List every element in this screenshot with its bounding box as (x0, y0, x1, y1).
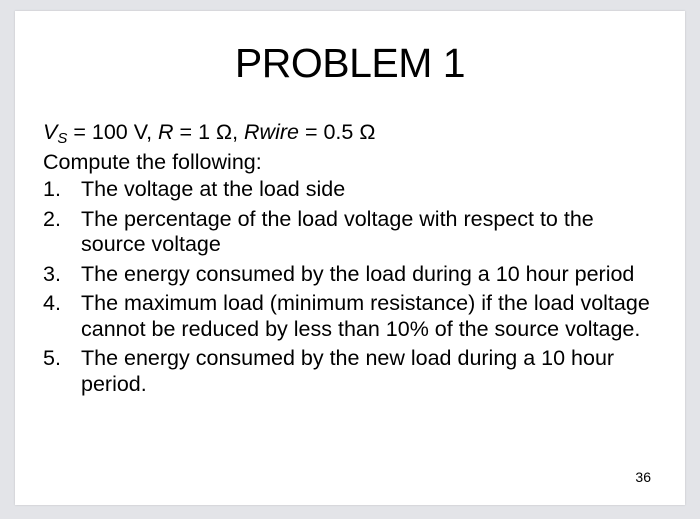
given-values (43, 117, 375, 147)
r-value: = 1 Ω, (173, 120, 245, 144)
page-number: 36 (635, 469, 651, 485)
item-number: 4. (43, 291, 61, 315)
rwire-variable: Rwire (244, 120, 299, 144)
r-variable: R (158, 120, 174, 144)
question-list (43, 177, 663, 401)
intro-text: Compute the following: (43, 150, 262, 174)
item-number: 3. (43, 261, 61, 286)
item-number: 2. (43, 206, 61, 231)
slide (15, 11, 685, 505)
vs-variable: V (43, 120, 58, 144)
item-text: The energy consumed by the new load during a 10 hour period. (81, 346, 615, 396)
list-item (43, 291, 663, 342)
item-text: The percentage of the load voltage with respect to the source voltage (81, 206, 594, 256)
list-item (43, 207, 663, 258)
item-number: 5. (43, 346, 61, 370)
item-text: The voltage at the load side (81, 177, 346, 201)
rwire-value: = 0.5 Ω (298, 120, 376, 144)
item-text: The energy consumed by the load during a 10 hour period (81, 261, 635, 286)
slide-title: PROBLEM 1 (234, 40, 466, 86)
item-number: 1. (43, 177, 61, 201)
item-text: The maximum load (minimum resistance) if the load voltage cannot be reduced by less than 10% of the source voltage. (81, 291, 650, 341)
list-item (43, 346, 663, 397)
vs-value: = 100 V, (67, 120, 159, 144)
vs-subscript: S (57, 130, 68, 147)
list-item (43, 262, 663, 288)
list-item (43, 177, 663, 203)
